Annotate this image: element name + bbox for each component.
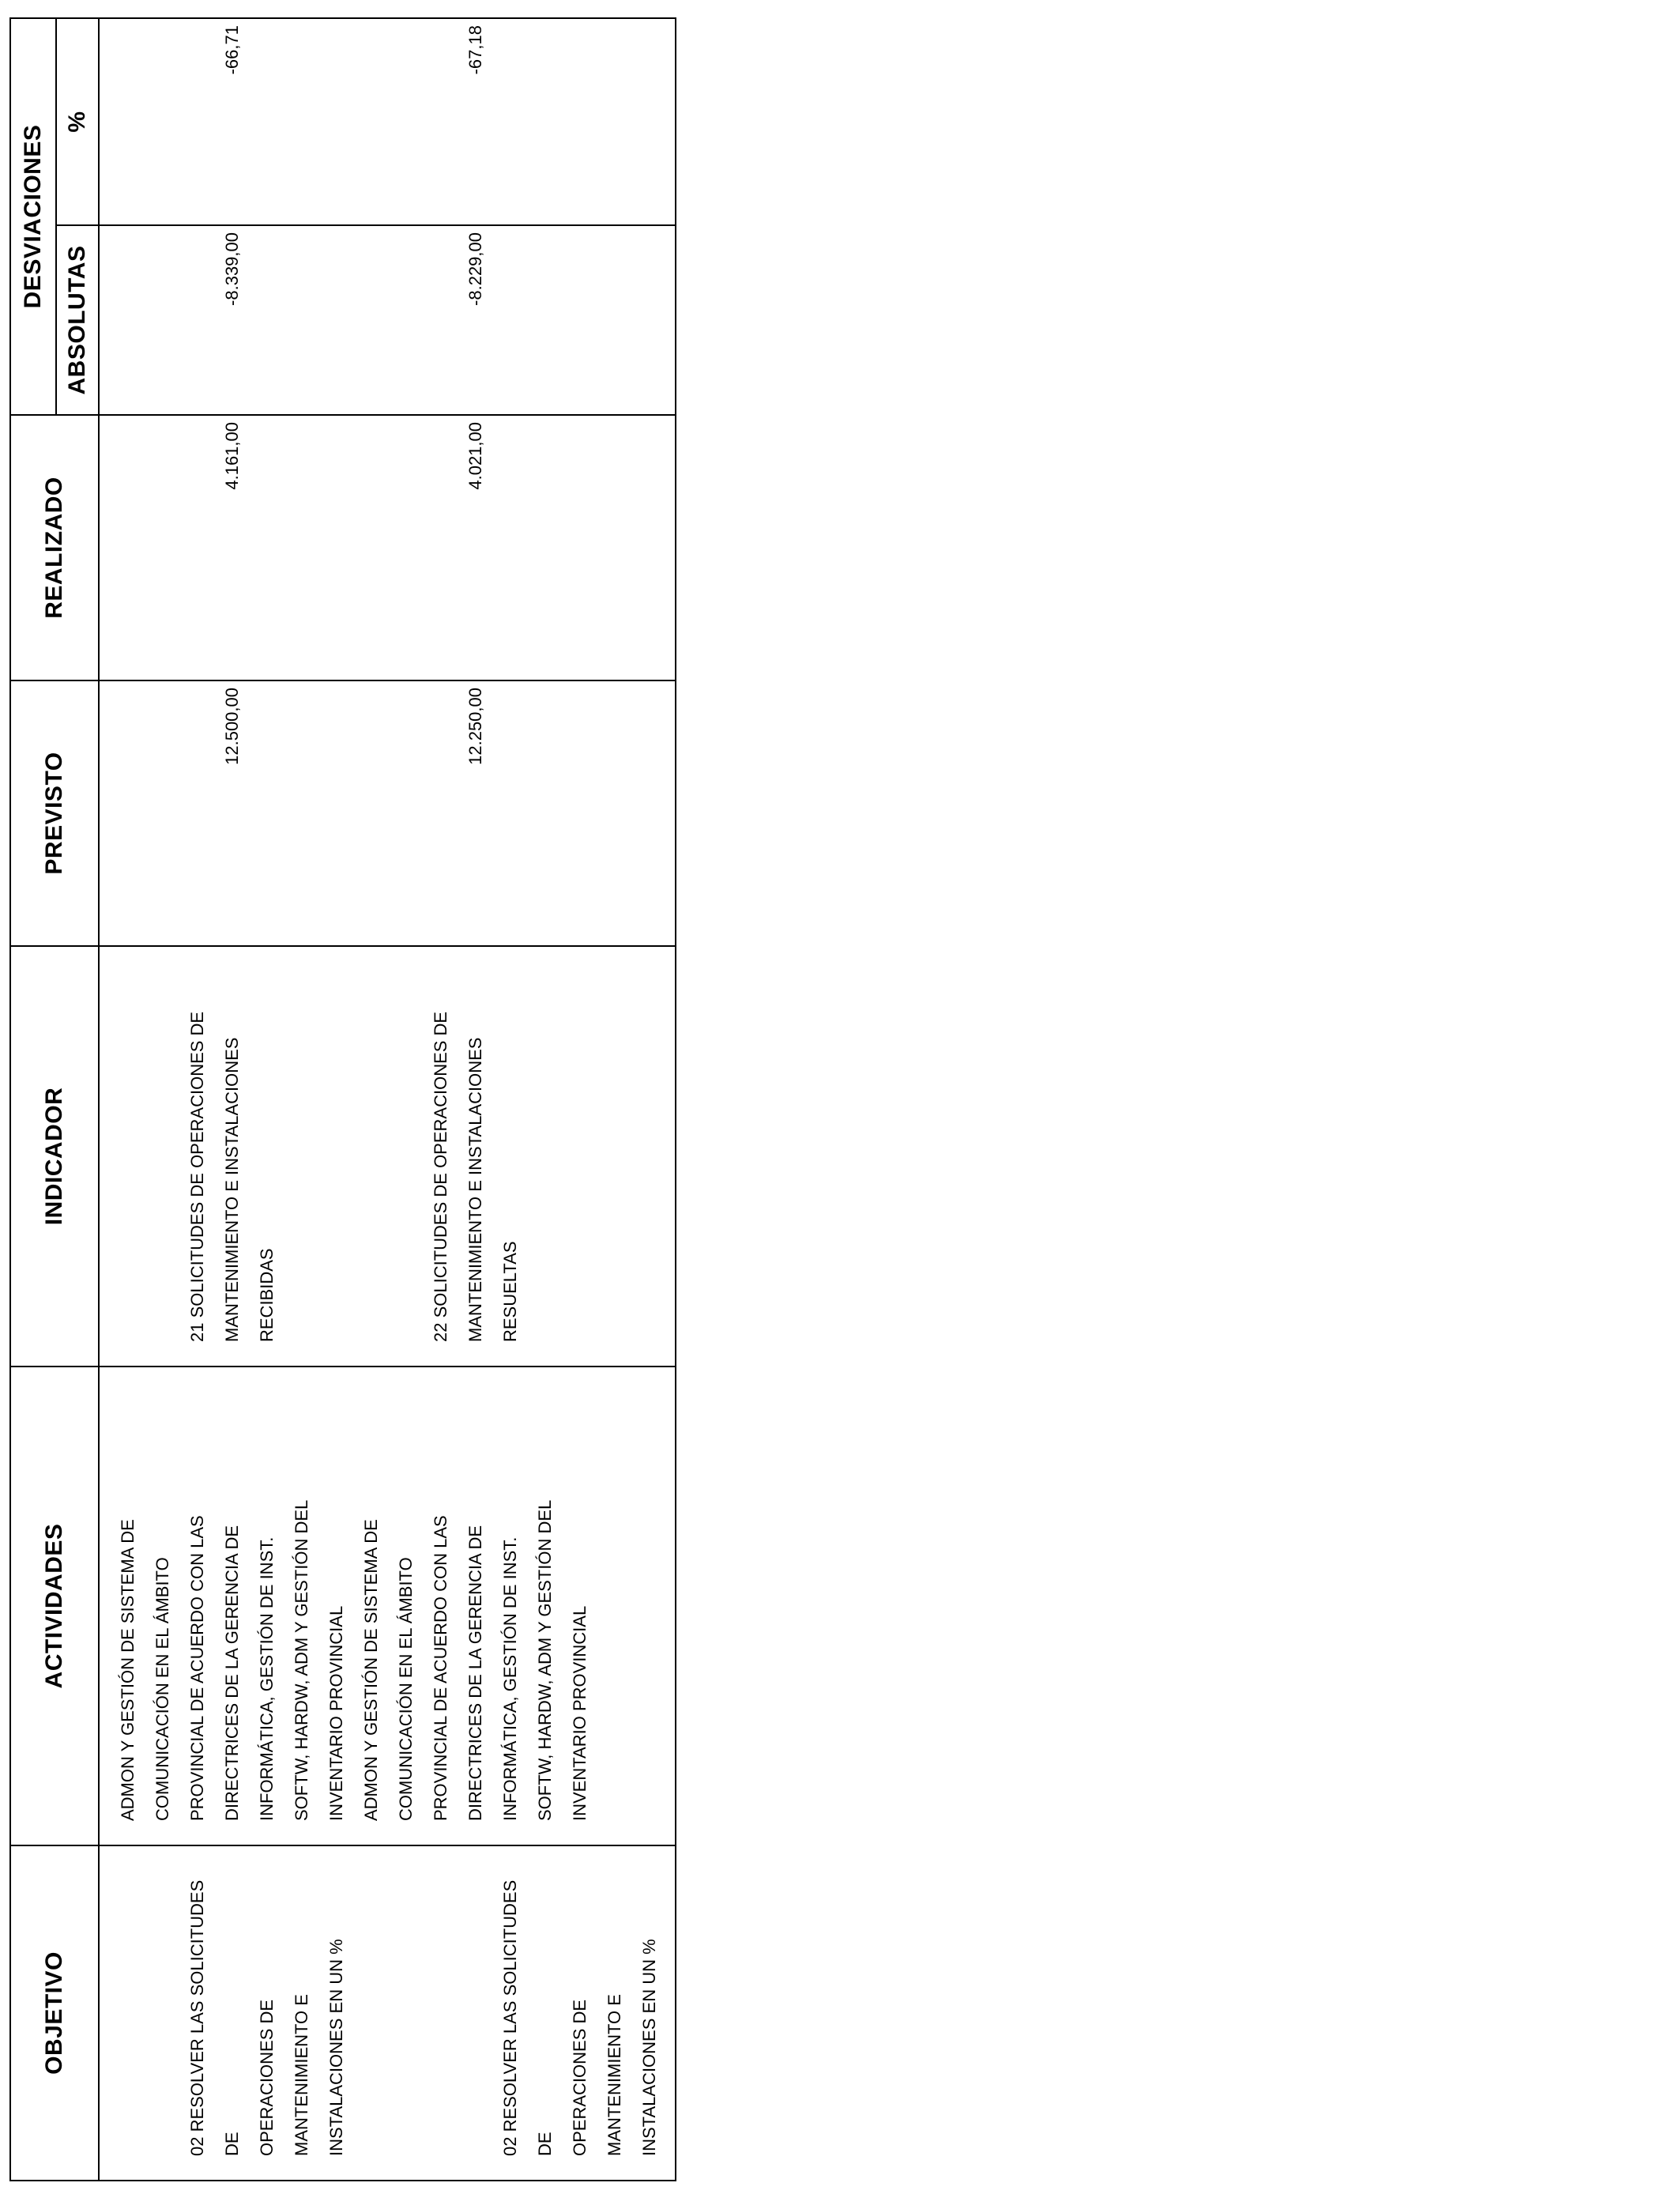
actividad-1-line: COMUNICACIÓN EN EL ÁMBITO — [153, 1557, 172, 1821]
indicador-1-line: MANTENIMIENTO E INSTALACIONES — [222, 1037, 242, 1342]
header-previsto: PREVISTO — [10, 680, 99, 946]
indicador-1-line: 21 SOLICITUDES DE OPERACIONES DE — [187, 1011, 207, 1342]
actividad-2-line: INFORMÁTICA, GESTIÓN DE INST. — [500, 1536, 520, 1821]
indicador-2-line: 22 SOLICITUDES DE OPERACIONES DE — [431, 1011, 450, 1342]
actividad-2-line: ADMON Y GESTIÓN DE SISTEMA DE — [361, 1519, 381, 1821]
header-indicador: INDICADOR — [10, 946, 99, 1367]
actividad-2-line: PROVINCIAL DE ACUERDO CON LAS — [431, 1515, 450, 1821]
actividad-1-line: ADMON Y GESTIÓN DE SISTEMA DE — [118, 1519, 137, 1821]
actividad-1-line: INVENTARIO PROVINCIAL — [326, 1605, 346, 1821]
objetivo-2-line: INSTALACIONES EN UN % — [639, 1939, 659, 2156]
actividad-1-line: PROVINCIAL DE ACUERDO CON LAS — [187, 1515, 207, 1821]
header-realizado: REALIZADO — [10, 415, 99, 680]
actividad-2-line: DIRECTRICES DE LA GERENCIA DE — [465, 1525, 485, 1821]
indicador-cell — [99, 946, 676, 1367]
indicador-2-line: RESUELTAS — [500, 1241, 520, 1342]
header-actividades: ACTIVIDADES — [10, 1367, 99, 1845]
table-row — [99, 18, 676, 2181]
objetivo-1-line: 02 RESOLVER LAS SOLICITUDES DE — [187, 1879, 242, 2156]
realizado-value: 4.021,00 — [465, 422, 485, 490]
previsto-value: 12.500,00 — [222, 688, 242, 765]
objetivo-1-line: INSTALACIONES EN UN % — [326, 1939, 346, 2156]
porcentaje-value: -67,18 — [465, 25, 485, 75]
actividad-2-line: SOFTW, HARDW, ADM Y GESTIÓN DEL — [535, 1499, 555, 1821]
porcentaje-cell — [99, 18, 676, 225]
previsto-value: 12.250,00 — [465, 688, 485, 765]
absolutas-value: -8.229,00 — [465, 232, 485, 306]
header-absolutas: ABSOLUTAS — [56, 225, 99, 415]
indicador-2-line: MANTENIMIENTO E INSTALACIONES — [465, 1037, 485, 1342]
objetivo-1-line: OPERACIONES DE MANTENIMIENTO E — [257, 1994, 311, 2156]
absolutas-cell — [99, 225, 676, 415]
actividad-2-line: COMUNICACIÓN EN EL ÁMBITO — [396, 1557, 416, 1821]
realizado-value: 4.161,00 — [222, 422, 242, 490]
actividad-1-line: SOFTW, HARDW, ADM Y GESTIÓN DEL — [292, 1499, 311, 1821]
header-objetivo: OBJETIVO — [10, 1845, 99, 2181]
header-porcentaje: % — [56, 18, 99, 225]
previsto-cell — [99, 680, 676, 946]
objetivo-2-line: 02 RESOLVER LAS SOLICITUDES DE — [500, 1879, 555, 2156]
indicador-1-line: RECIBIDAS — [257, 1248, 277, 1342]
absolutas-value: -8.339,00 — [222, 232, 242, 306]
porcentaje-value: -66,71 — [222, 25, 242, 75]
objetivo-cell — [99, 1845, 676, 2181]
actividad-2-line: INVENTARIO PROVINCIAL — [570, 1605, 590, 1821]
actividad-1-line: INFORMÁTICA, GESTIÓN DE INST. — [257, 1536, 277, 1821]
realizado-cell — [99, 415, 676, 680]
objetivo-2-line: OPERACIONES DE MANTENIMIENTO E — [570, 1994, 624, 2156]
rotated-report — [0, 0, 659, 2194]
deviation-table — [9, 17, 676, 2181]
actividad-1-line: DIRECTRICES DE LA GERENCIA DE — [222, 1525, 242, 1821]
header-desviaciones: DESVIACIONES — [10, 18, 56, 415]
actividades-cell — [99, 1367, 676, 1845]
